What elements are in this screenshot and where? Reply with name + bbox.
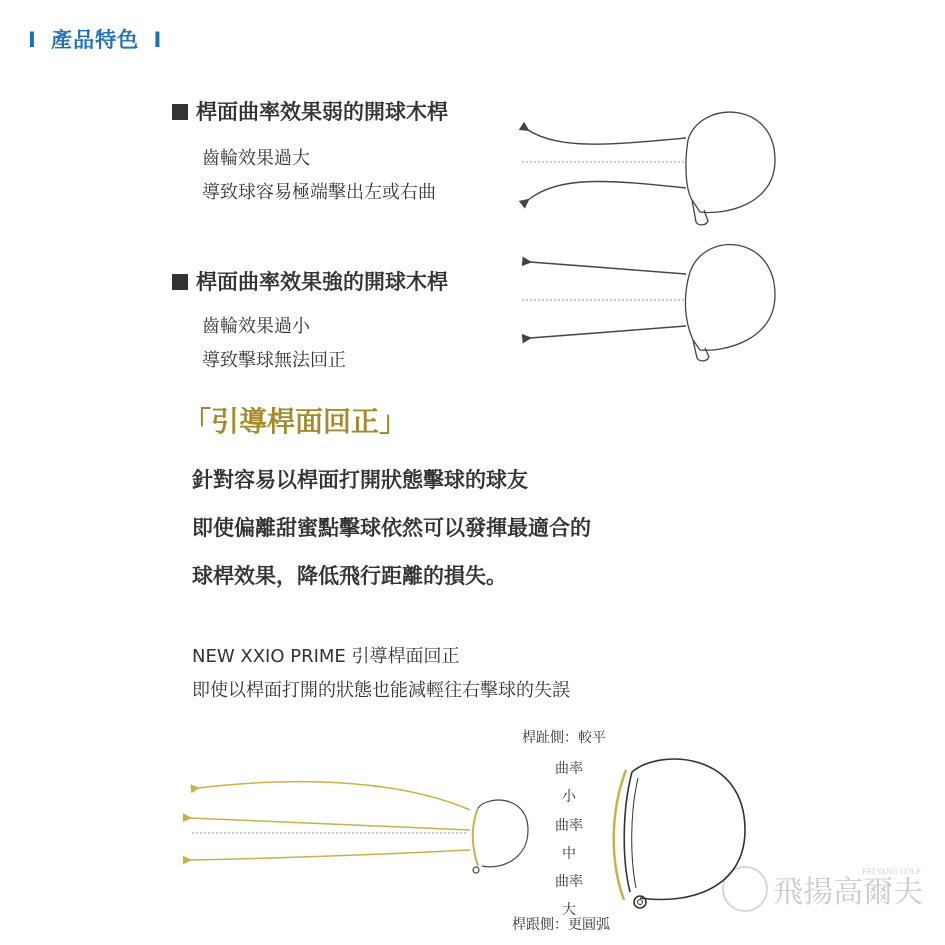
watermark-brand: 飛揚高爾夫 — [773, 875, 924, 910]
highlight-title: 「引導桿面回正」 — [183, 405, 408, 438]
gold-path-upper — [198, 782, 470, 810]
curvature-word: 曲率 — [555, 818, 583, 834]
clubhead-outline — [688, 112, 775, 212]
ball-path-lower — [530, 326, 686, 338]
clubhead-outline — [690, 245, 775, 351]
watermark-latin: FEI YANG GOLF — [862, 868, 921, 876]
body-line: 球桿效果，降低飛行距離的損失。 — [192, 564, 507, 588]
curvature-size: 大 — [562, 902, 576, 918]
gold-path-lower — [190, 850, 470, 860]
prime-ball-flight-diagram — [190, 759, 745, 908]
strong-desc-line: 齒輪效果過小 — [202, 316, 310, 337]
curvature-size: 中 — [562, 846, 576, 862]
weak-title-text: 桿面曲率效果弱的開球木桿 — [196, 100, 448, 124]
body-line: 針對容易以桿面打開狀態擊球的球友 — [192, 468, 528, 492]
small-clubface-gold — [473, 808, 478, 866]
ball-path-upper — [530, 262, 686, 274]
header-title: 產品特色 — [51, 28, 140, 52]
ball-path-right — [528, 181, 686, 200]
large-clubface — [624, 772, 632, 892]
header-bar-right: I — [153, 28, 163, 52]
large-clubface-inner — [632, 778, 638, 888]
prime-line-1: NEW XXIO PRIME 引導桿面回正 — [192, 646, 460, 667]
large-hosel — [634, 896, 646, 908]
large-hosel-inner — [638, 900, 643, 905]
curvature-word: 曲率 — [555, 874, 583, 890]
prime-line-2: 即使以桿面打開的狀態也能減輕往右擊球的失誤 — [192, 680, 570, 701]
weak-curvature-diagram — [522, 112, 775, 225]
header-bar-left: I — [28, 28, 37, 52]
ball-path-left — [528, 130, 686, 144]
strong-desc-line: 導致擊球無法回正 — [202, 350, 346, 371]
curvature-size: 小 — [562, 789, 576, 805]
weak-desc-line: 導致球容易極端擊出左或右曲 — [202, 182, 436, 203]
heel-label: 桿跟側：更圓弧 — [512, 917, 610, 933]
strong-title-text: 桿面曲率效果強的開球木桿 — [196, 270, 448, 294]
strong-curvature-diagram — [522, 245, 775, 361]
large-clubhead-outline — [632, 759, 745, 899]
curvature-word: 曲率 — [555, 761, 583, 777]
clubface-line — [686, 140, 692, 200]
small-clubhead-outline — [478, 800, 528, 867]
gold-path-middle — [190, 818, 470, 830]
toe-label: 桿趾側：較平 — [522, 730, 606, 746]
clubface-line — [685, 272, 693, 340]
body-line: 即使偏離甜蜜點擊球依然可以發揮最適合的 — [192, 516, 591, 540]
weak-desc-line: 齒輪效果過大 — [202, 148, 310, 169]
small-hosel — [473, 867, 479, 873]
